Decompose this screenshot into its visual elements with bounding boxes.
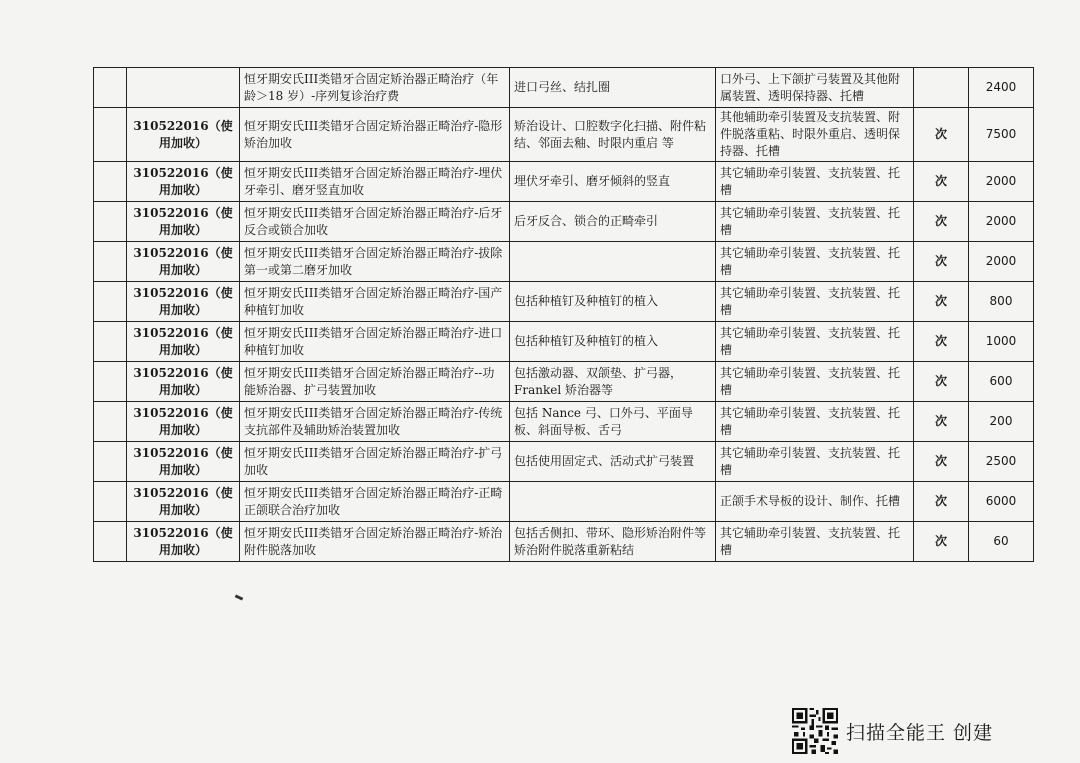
project-content-cell xyxy=(510,242,716,282)
project-code-cell xyxy=(127,68,240,108)
unit-cell: 次 xyxy=(914,162,969,202)
index-cell xyxy=(94,68,127,108)
index-cell xyxy=(94,442,127,482)
project-name-cell: 恒牙期安氏III类错牙合固定矫治器正畸治疗-矫治附件脱落加收 xyxy=(240,522,510,562)
price-cell: 800 xyxy=(969,282,1034,322)
project-name-cell: 恒牙期安氏III类错牙合固定矫治器正畸治疗-进口种植钉加收 xyxy=(240,322,510,362)
exclusion-cell: 其它辅助牵引装置、支抗装置、托槽 xyxy=(716,362,914,402)
index-cell xyxy=(94,202,127,242)
unit-cell: 次 xyxy=(914,282,969,322)
project-name-cell: 恒牙期安氏III类错牙合固定矫治器正畸治疗-扩弓加收 xyxy=(240,442,510,482)
exclusion-cell: 其它辅助牵引装置、支抗装置、托槽 xyxy=(716,522,914,562)
project-content-cell: 后牙反合、锁合的正畸牵引 xyxy=(510,202,716,242)
table-row xyxy=(94,402,1034,442)
project-content-cell xyxy=(510,482,716,522)
scanner-watermark xyxy=(792,708,993,754)
price-cell: 600 xyxy=(969,362,1034,402)
project-name-cell: 恒牙期安氏III类错牙合固定矫治器正畸治疗-后牙反合或锁合加收 xyxy=(240,202,510,242)
exclusion-cell: 其他辅助牵引装置及支抗装置、附件脱落重粘、时限外重启、透明保持器、托槽 xyxy=(716,108,914,162)
project-content-cell: 埋伏牙牵引、磨牙倾斜的竖直 xyxy=(510,162,716,202)
index-cell xyxy=(94,162,127,202)
scan-mark xyxy=(235,594,244,600)
exclusion-cell: 其它辅助牵引装置、支抗装置、托槽 xyxy=(716,162,914,202)
project-content-cell: 包括种植钉及种植钉的植入 xyxy=(510,322,716,362)
index-cell xyxy=(94,322,127,362)
table-row xyxy=(94,202,1034,242)
exclusion-cell: 其它辅助牵引装置、支抗装置、托槽 xyxy=(716,402,914,442)
project-code-cell: 310522016（使用加收） xyxy=(127,322,240,362)
exclusion-cell: 口外弓、上下颌扩弓装置及其他附属装置、透明保持器、托槽 xyxy=(716,68,914,108)
unit-cell xyxy=(914,68,969,108)
project-content-cell: 进口弓丝、结扎圈 xyxy=(510,68,716,108)
project-code-cell: 310522016（使用加收） xyxy=(127,162,240,202)
project-name-cell: 恒牙期安氏III类错牙合固定矫治器正畸治疗（年龄＞18 岁）-序列复诊治疗费 xyxy=(240,68,510,108)
project-code-cell: 310522016（使用加收） xyxy=(127,202,240,242)
price-cell: 1000 xyxy=(969,322,1034,362)
index-cell xyxy=(94,108,127,162)
project-name-cell: 恒牙期安氏III类错牙合固定矫治器正畸治疗-隐形矫治加收 xyxy=(240,108,510,162)
unit-cell: 次 xyxy=(914,242,969,282)
price-cell: 2000 xyxy=(969,162,1034,202)
project-code-cell: 310522016（使用加收） xyxy=(127,242,240,282)
index-cell xyxy=(94,242,127,282)
project-content-cell: 包括种植钉及种植钉的植入 xyxy=(510,282,716,322)
project-name-cell: 恒牙期安氏III类错牙合固定矫治器正畸治疗-传统支抗部件及辅助矫治装置加收 xyxy=(240,402,510,442)
project-content-cell: 包括 Nance 弓、口外弓、平面导板、斜面导板、舌弓 xyxy=(510,402,716,442)
table-row xyxy=(94,242,1034,282)
unit-cell: 次 xyxy=(914,202,969,242)
project-code-cell: 310522016（使用加收） xyxy=(127,522,240,562)
index-cell xyxy=(94,402,127,442)
index-cell xyxy=(94,362,127,402)
unit-cell: 次 xyxy=(914,362,969,402)
price-cell: 60 xyxy=(969,522,1034,562)
price-cell: 7500 xyxy=(969,108,1034,162)
project-name-cell: 恒牙期安氏III类错牙合固定矫治器正畸治疗-正畸正颌联合治疗加收 xyxy=(240,482,510,522)
project-code-cell: 310522016（使用加收） xyxy=(127,402,240,442)
table-row xyxy=(94,68,1034,108)
exclusion-cell: 正颌手术导板的设计、制作、托槽 xyxy=(716,482,914,522)
project-name-cell: 恒牙期安氏III类错牙合固定矫治器正畸治疗--功能矫治器、扩弓装置加收 xyxy=(240,362,510,402)
exclusion-cell: 其它辅助牵引装置、支抗装置、托槽 xyxy=(716,282,914,322)
price-cell: 200 xyxy=(969,402,1034,442)
project-content-cell: 包括使用固定式、活动式扩弓装置 xyxy=(510,442,716,482)
project-code-cell: 310522016（使用加收） xyxy=(127,362,240,402)
price-cell: 2500 xyxy=(969,442,1034,482)
project-content-cell: 包括舌侧扣、带环、隐形矫治附件等矫治附件脱落重新粘结 xyxy=(510,522,716,562)
table-row xyxy=(94,162,1034,202)
table-row xyxy=(94,322,1034,362)
project-content-cell: 包括激动器、双颌垫、扩弓器，Frankel 矫治器等 xyxy=(510,362,716,402)
price-cell: 2000 xyxy=(969,202,1034,242)
unit-cell: 次 xyxy=(914,442,969,482)
project-name-cell: 恒牙期安氏III类错牙合固定矫治器正畸治疗-国产种植钉加收 xyxy=(240,282,510,322)
unit-cell: 次 xyxy=(914,108,969,162)
exclusion-cell: 其它辅助牵引装置、支抗装置、托槽 xyxy=(716,442,914,482)
project-code-cell: 310522016（使用加收） xyxy=(127,108,240,162)
unit-cell: 次 xyxy=(914,402,969,442)
table-row xyxy=(94,282,1034,322)
table-row xyxy=(94,482,1034,522)
price-cell: 2400 xyxy=(969,68,1034,108)
project-code-cell: 310522016（使用加收） xyxy=(127,442,240,482)
exclusion-cell: 其它辅助牵引装置、支抗装置、托槽 xyxy=(716,202,914,242)
table-row xyxy=(94,108,1034,162)
project-name-cell: 恒牙期安氏III类错牙合固定矫治器正畸治疗-埋伏牙牵引、磨牙竖直加收 xyxy=(240,162,510,202)
exclusion-cell: 其它辅助牵引装置、支抗装置、托槽 xyxy=(716,242,914,282)
project-code-cell: 310522016（使用加收） xyxy=(127,282,240,322)
table-row xyxy=(94,362,1034,402)
project-name-cell: 恒牙期安氏III类错牙合固定矫治器正畸治疗-拔除第一或第二磨牙加收 xyxy=(240,242,510,282)
unit-cell: 次 xyxy=(914,482,969,522)
fee-table xyxy=(93,67,1034,562)
project-content-cell: 矫治设计、口腔数字化扫描、附件粘结、邻面去釉、时限内重启 等 xyxy=(510,108,716,162)
project-code-cell: 310522016（使用加收） xyxy=(127,482,240,522)
price-cell: 6000 xyxy=(969,482,1034,522)
table-row xyxy=(94,522,1034,562)
index-cell xyxy=(94,522,127,562)
footer-text: 扫描全能王 创建 xyxy=(846,721,994,744)
table-row xyxy=(94,442,1034,482)
index-cell xyxy=(94,482,127,522)
index-cell xyxy=(94,282,127,322)
price-cell: 2000 xyxy=(969,242,1034,282)
exclusion-cell: 其它辅助牵引装置、支抗装置、托槽 xyxy=(716,322,914,362)
qr-code-icon xyxy=(792,708,838,754)
unit-cell: 次 xyxy=(914,522,969,562)
unit-cell: 次 xyxy=(914,322,969,362)
